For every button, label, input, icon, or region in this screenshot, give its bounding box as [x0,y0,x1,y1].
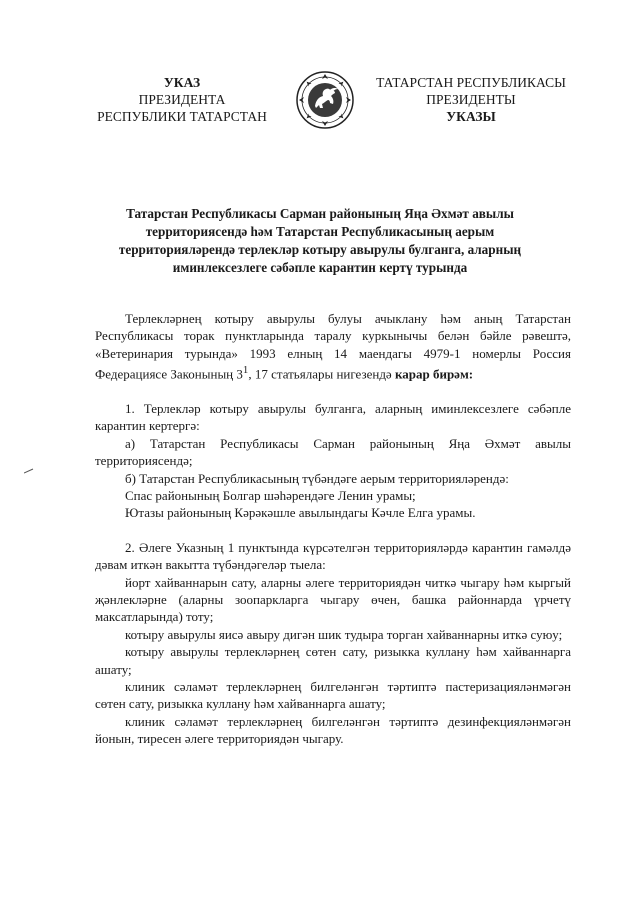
title-line: Татарстан Республикасы Сарман районының Яңа Әхмәт авылы [126,206,514,221]
point2-item: котыру авырулы яисә авыру дигән шик тудыра торган хайваннарны иткә суюу; [125,626,563,642]
header-right-line2: ПРЕЗИДЕНТЫ [426,92,516,107]
header-left-line2: ПРЕЗИДЕНТА [138,92,226,107]
point1-intro: 1. Терлекләр котыру авырулы булганга, аларның иминлексезлеге сәбәпле карантин кертергә: [95,400,571,434]
tatarstan-coat-of-arms-icon [295,70,355,130]
point2-item: клиник сәламәт терлекләрнең билгеләнгән тәртиптә дезинфекцияләнмәгән йонын, тиресен әлеге территориядән чыгару. [95,713,571,747]
title-line: территорияләрендә терлекләр котыру авырулы булганга, аларның [118,242,522,257]
point2-item: котыру авырулы терлекләрнең сөтен сату, ризыкка куллану һәм хайваннарга ашату; [95,644,571,677]
header-right-line3: УКАЗЫ [446,109,496,124]
title-line: иминлексезлеге сәбәпле карантин кертү турында [172,260,468,275]
point1-a: а) Татарстан Республикасы Сарман районының Яңа Әхмәт авылы территориясендә; [95,435,571,469]
preamble-text: Терлекләрнең котыру авырулы булуы ачыклану һәм аның Татарстан Республикасы торак пунктларында таралу куркынычы белән бәйле рәвештә, «Ветеринария турында» 1993 елның 14 маендагы 4979-1 номерлы Россия Федерациясе Законының 3 [95,311,571,382]
point2-item: йорт хайваннарын сату, аларны әлеге территориядән читкә чыгару һәм кыргый җәнлекләрне (аларны зоопаркларга чыгару өчен, башка районнарда үрчетү максатларында) тоту; [95,574,571,625]
preamble-paragraph [95,310,571,383]
header-tatar [360,74,582,125]
title-line: территориясендә һәм Татарстан Республикасының аерым [145,224,495,239]
header-russian [84,74,280,125]
preamble-superscript: 1 [242,364,249,377]
document-title [100,205,540,277]
header-left-line3: РЕСПУБЛИКИ ТАТАРСТАН [97,109,267,124]
point1-b1: Спас районының Болгар шәһәрендәге Ленин урамы; [125,487,416,503]
preamble-decision: карар бирәм: [394,366,474,382]
point1-b2: Ютазы районының Кәрәкәшле авылындагы Кәчле Елга урамы. [125,505,476,521]
point2-intro: 2. Әлеге Указның 1 пунктында күрсәтелгән территорияләрдә карантин гамәлдә дәвам иткән вакытта түбәндәгеләр тыела: [95,539,571,573]
header-left-line1: УКАЗ [163,75,201,90]
point2-item: клиник сәламәт терлекләрнең билгеләнгән тәртиптә пастеризацияләнмәгән сөтен сату, ризыкка куллану һәм хайваннарга ашату; [95,679,571,712]
header-right-line1: ТАТАРСТАН РЕСПУБЛИКАСЫ [376,75,566,90]
document-body [95,310,571,748]
scan-artifact-mark [24,468,34,474]
document-header [0,70,640,150]
point1-b: б) Татарстан Республикасының түбәндәге аерым территорияләрендә: [125,470,509,486]
preamble-text-after: , 17 статьялары нигезендә [248,366,395,382]
